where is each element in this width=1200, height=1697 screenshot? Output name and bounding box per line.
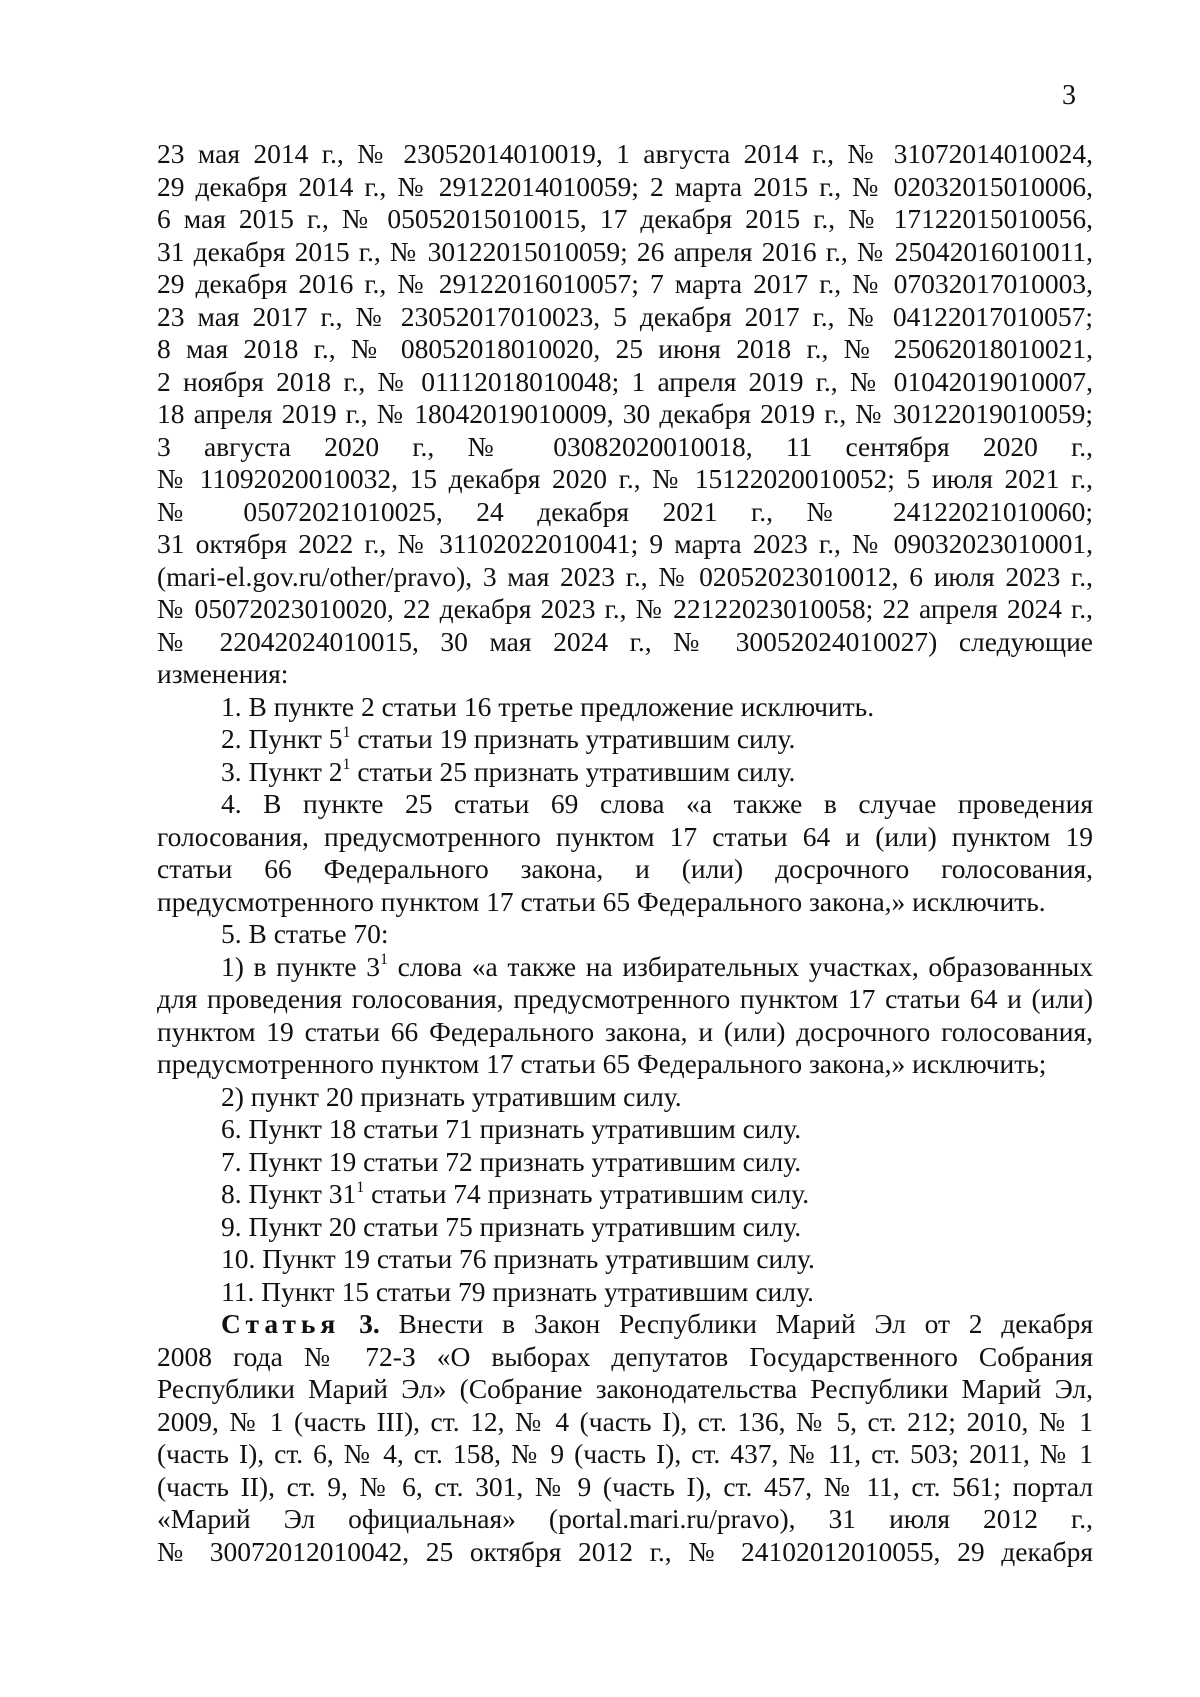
item-5-1-text-end: слова «а также на избирательных участках, образованных: [387, 950, 1093, 982]
item-3-text: 3. Пункт 2: [221, 755, 343, 787]
text-line: (часть II), ст. 9, № 6, ст. 301, № 9 (часть I), ст. 457, № 11, ст. 561; портал: [157, 1470, 1093, 1502]
item-10: 10. Пункт 19 статьи 76 признать утратившим силу.: [221, 1243, 815, 1274]
item-7: 7. Пункт 19 статьи 72 признать утратившим силу.: [221, 1145, 802, 1177]
item-5: 5. В статье 70:: [221, 918, 389, 949]
text-line: 2 ноября 2018 г., № 01112018010048; 1 апреля 2019 г., № 01042019010007,: [157, 365, 1093, 397]
text-line: [157, 951, 1093, 984]
text-line: предусмотренного пунктом 17 статьи 65 Федерального закона,» исключить;: [157, 1048, 1047, 1079]
item-8: [157, 1178, 1093, 1211]
amendment-references-paragraph: [157, 138, 1093, 691]
text-line: голосования, предусмотренного пунктом 17 статьи 64 и (или) пунктом 19: [157, 820, 1093, 852]
text-line: № 11092020010032, 15 декабря 2020 г., № 15122020010052; 5 июля 2021 г.,: [157, 463, 1093, 494]
item-5-2: 2) пункт 20 признать утратившим силу.: [221, 1080, 682, 1112]
text-line: 18 апреля 2019 г., № 18042019010009, 30 декабря 2019 г., № 30122019010059;: [157, 398, 1093, 429]
item-8-text-end: статьи 74 признать утратившим силу.: [364, 1178, 810, 1209]
item-2: [157, 723, 1093, 756]
text-line: 2008 года № 72-З «О выборах депутатов Государственного Собрания: [157, 1340, 1093, 1372]
text-line: (mari-el.gov.ru/other/pravo), 3 мая 2023 г., № 02052023010012, 6 июля 2023 г.,: [157, 560, 1093, 592]
text-line: № 05072021010025, 24 декабря 2021 г., № 24122021010060;: [157, 495, 1093, 527]
item-2-text: 2. Пункт 5: [221, 723, 343, 754]
text-line: для проведения голосования, предусмотренного пунктом 17 статьи 64 и (или): [157, 983, 1093, 1014]
page-number: 3: [1062, 80, 1076, 111]
text-line: пунктом 19 статьи 66 Федерального закона, и (или) досрочного голосования,: [157, 1015, 1093, 1047]
text-line: 3 августа 2020 г., № 03082020010018, 11 сентября 2020 г.,: [157, 430, 1093, 462]
article-3: [157, 1308, 1093, 1568]
item-3-text-end: статьи 25 признать утратившим силу.: [350, 755, 796, 787]
text-line: [157, 1308, 1093, 1341]
text-line: Республики Марий Эл» (Собрание законодательства Республики Марий Эл,: [157, 1373, 1093, 1404]
text-line: 29 декабря 2016 г., № 29122016010057; 7 марта 2017 г., № 07032017010003,: [157, 268, 1093, 299]
text-line: 2009, № 1 (часть III), ст. 12, № 4 (часть I), ст. 136, № 5, ст. 212; 2010, № 1: [157, 1405, 1093, 1437]
item-3: [157, 756, 1093, 789]
article-3-number: 3.: [340, 1308, 380, 1339]
item-5-1: [157, 951, 1093, 1081]
text-line: 6 мая 2015 г., № 05052015010015, 17 декабря 2015 г., № 17122015010056,: [157, 203, 1093, 234]
item-2-text-end: статьи 19 признать утратившим силу.: [350, 723, 796, 754]
item-2-superscript: 1: [342, 723, 351, 741]
text-line: статьи 66 Федерального закона, и (или) досрочного голосования,: [157, 853, 1093, 884]
text-line: изменения:: [157, 658, 289, 689]
text-line: № 22042024010015, 30 мая 2024 г., № 30052024010027) следующие: [157, 625, 1093, 657]
text-line: 8 мая 2018 г., № 08052018010020, 25 июня 2018 г., № 25062018010021,: [157, 333, 1093, 364]
text-line: 23 мая 2017 г., № 23052017010023, 5 декабря 2017 г., № 04122017010057;: [157, 300, 1093, 332]
text-line: (часть I), ст. 6, № 4, ст. 158, № 9 (часть I), ст. 437, № 11, ст. 503; 2011, № 1: [157, 1438, 1093, 1469]
item-11: 11. Пункт 15 статьи 79 признать утратившим силу.: [221, 1275, 814, 1307]
item-8-superscript: 1: [356, 1178, 365, 1196]
text-line: 31 декабря 2015 г., № 30122015010059; 26 апреля 2016 г., № 25042016010011,: [157, 235, 1093, 267]
text-line: 31 октября 2022 г., № 31102022010041; 9 марта 2023 г., № 09032023010001,: [157, 528, 1093, 559]
article-3-first-text: Внести в Закон Республики Марий Эл от 2 декабря: [379, 1308, 1094, 1339]
item-5-1-superscript: 1: [379, 951, 388, 969]
item-4: [157, 788, 1093, 918]
text-line: 23 мая 2014 г., № 23052014010019, 1 августа 2014 г., № 31072014010024,: [157, 138, 1093, 169]
item-3-superscript: 1: [342, 756, 351, 774]
item-8-text: 8. Пункт 31: [221, 1178, 357, 1209]
item-9: 9. Пункт 20 статьи 75 признать утратившим силу.: [221, 1210, 802, 1242]
text-line: предусмотренного пунктом 17 статьи 65 Федерального закона,» исключить.: [157, 885, 1046, 917]
item-1: 1. В пункте 2 статьи 16 третье предложение исключить.: [221, 690, 875, 722]
text-line: 4. В пункте 25 статьи 69 слова «а также в случае проведения: [221, 788, 1093, 819]
text-line: № 30072012010042, 25 октября 2012 г., № 24102012010055, 29 декабря: [157, 1535, 1093, 1567]
text-line: 29 декабря 2014 г., № 29122014010059; 2 марта 2015 г., № 02032015010006,: [157, 170, 1093, 202]
item-5-1-text: 1) в пункте 3: [221, 950, 380, 982]
item-6: 6. Пункт 18 статьи 71 признать утратившим силу.: [221, 1113, 802, 1144]
text-line: № 05072023010020, 22 декабря 2023 г., № 22122023010058; 22 апреля 2024 г.,: [157, 593, 1093, 624]
text-line: «Марий Эл официальная» (portal.mari.ru/pravo), 31 июля 2012 г.,: [157, 1503, 1093, 1534]
article-3-heading: Статья: [221, 1308, 341, 1339]
document-body: [157, 138, 1093, 1568]
